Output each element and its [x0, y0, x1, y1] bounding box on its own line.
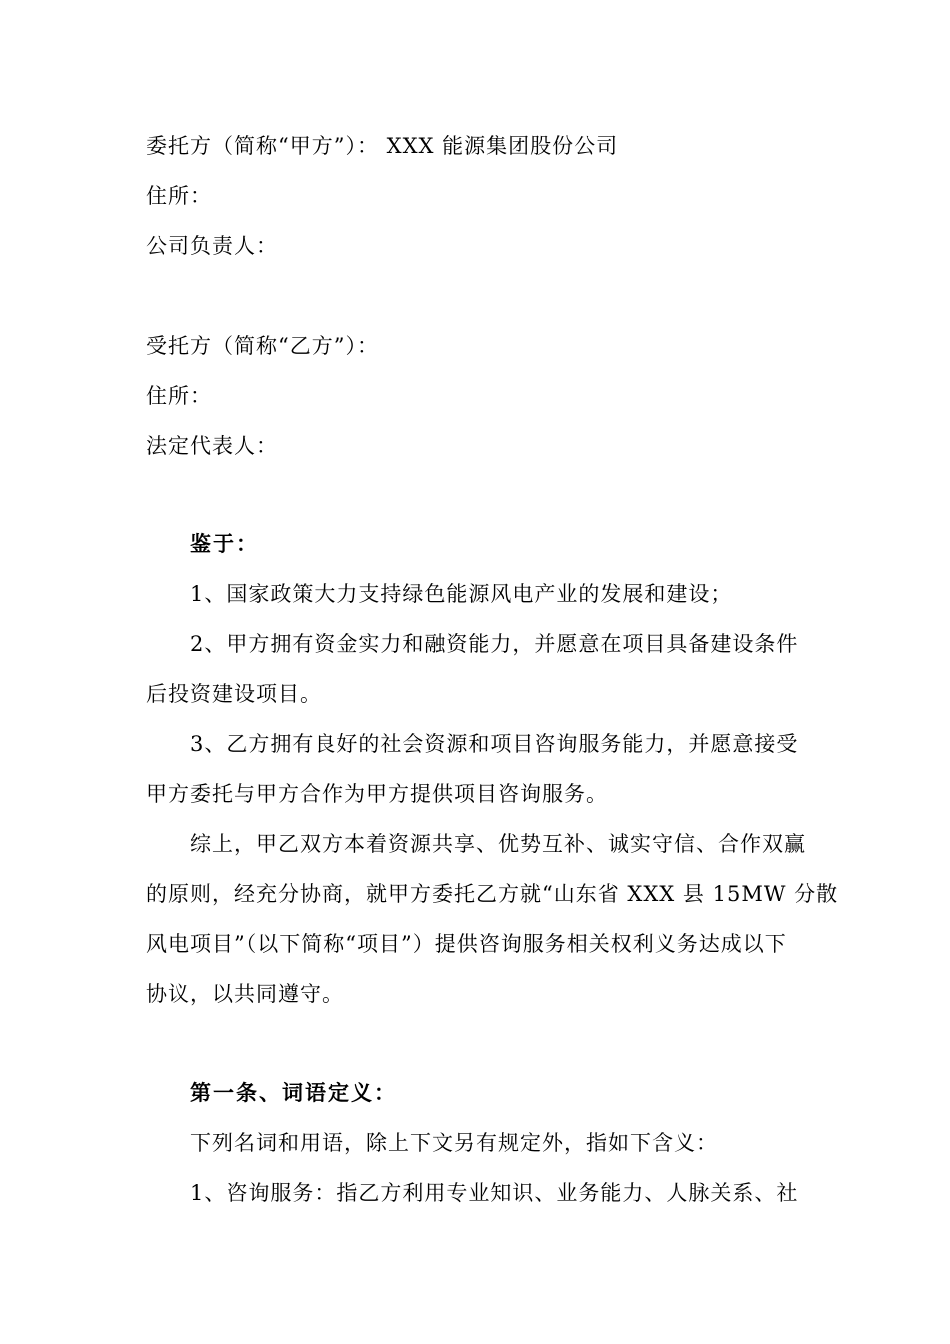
trustee-label: 受托方（简称“乙方”）： — [146, 334, 379, 358]
client-address-label: 住所： — [146, 184, 212, 208]
whereas-item-3-line-2: 甲方委托与甲方合作为甲方提供项目咨询服务。 — [146, 782, 608, 806]
summary-line-1: 综上，甲乙双方本着资源共享、优势互补、诚实守信、合作双赢 — [190, 832, 806, 856]
whereas-heading: 鉴于： — [190, 532, 259, 556]
summary-line-4: 协议，以共同遵守。 — [146, 982, 344, 1006]
whereas-item-3-line-1: 3、乙方拥有良好的社会资源和项目咨询服务能力，并愿意接受 — [190, 732, 799, 756]
trustee-rep-label: 法定代表人： — [146, 434, 278, 458]
article-1-intro: 下列名词和用语，除上下文另有规定外，指如下含义： — [190, 1131, 718, 1155]
client-name: XXX 能源集团股份公司 — [378, 134, 619, 158]
trustee-address-label: 住所： — [146, 384, 212, 408]
article-1-item-1-line-1: 1、咨询服务：指乙方利用专业知识、业务能力、人脉关系、社 — [190, 1181, 799, 1205]
summary-line-2: 的原则，经充分协商，就甲方委托乙方就“山东省 XXX 县 15MW 分散 — [146, 882, 839, 906]
summary-line-3: 风电项目”（以下简称“项目”）提供咨询服务相关权利义务达成以下 — [146, 932, 787, 956]
article-1-heading: 第一条、词语定义： — [190, 1081, 397, 1105]
whereas-item-2-line-2: 后投资建设项目。 — [146, 682, 322, 706]
client-head-label: 公司负责人： — [146, 234, 278, 258]
client-label: 委托方（简称“甲方”）： — [146, 134, 379, 158]
client-line — [146, 133, 826, 159]
whereas-item-2-line-1: 2、甲方拥有资金实力和融资能力，并愿意在项目具备建设条件 — [190, 632, 799, 656]
whereas-item-1: 1、国家政策大力支持绿色能源风电产业的发展和建设； — [190, 582, 733, 606]
